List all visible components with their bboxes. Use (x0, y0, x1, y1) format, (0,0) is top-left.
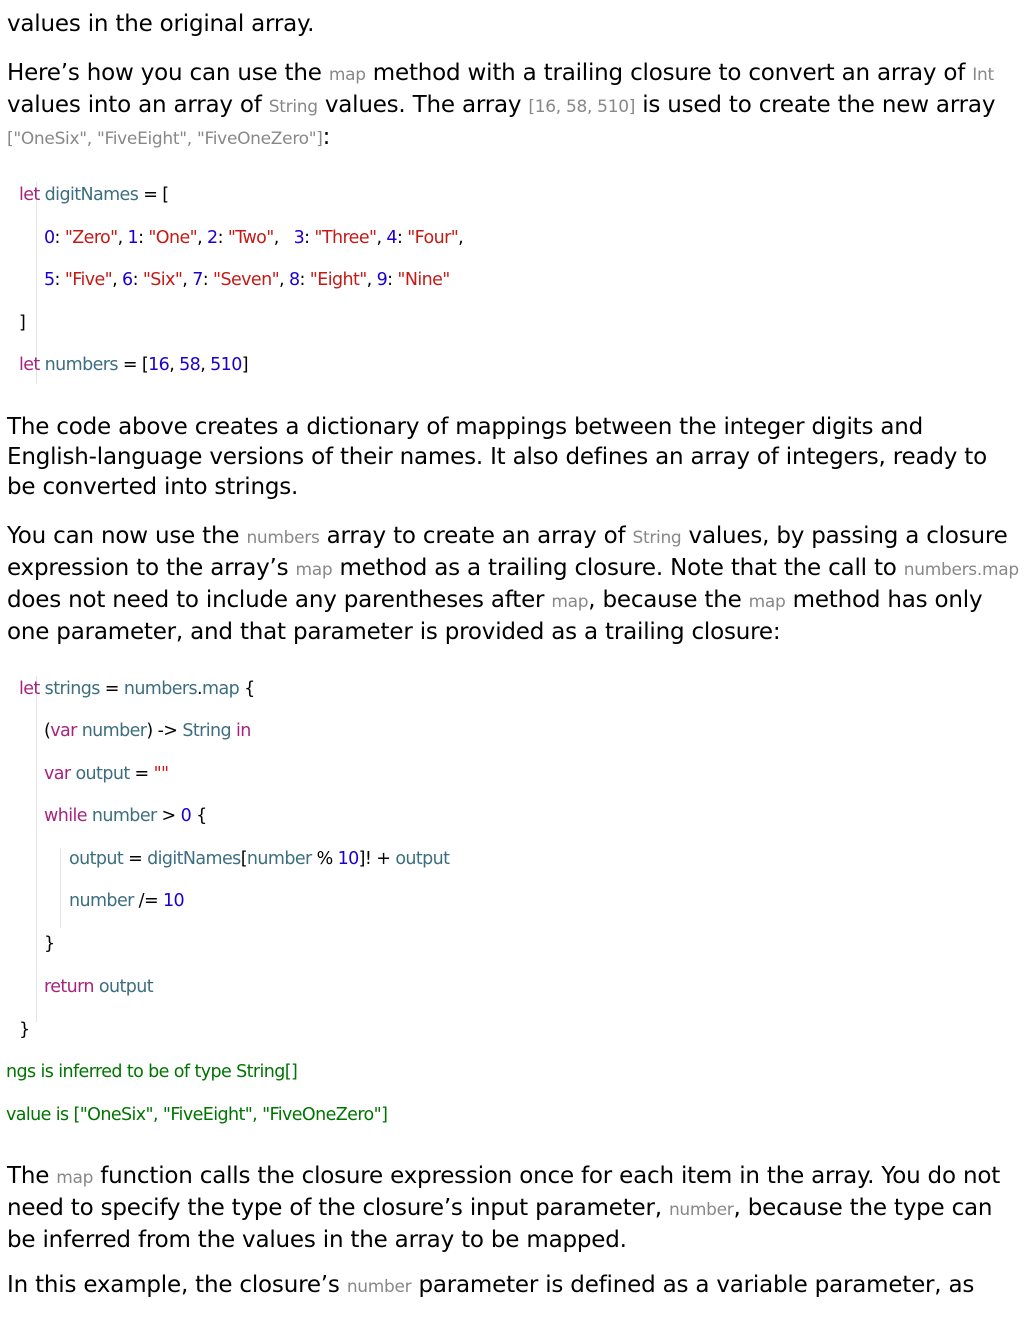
inline-code: numbers (246, 528, 320, 548)
inline-code: map (295, 560, 333, 580)
paragraph-map-explanation: The map function calls the closure expression once for each item in the array. You do not need to specify the type of the closure’s input parameter, number, because the type can be inferred from the values in the array to be mapped. (7, 1163, 1001, 1253)
code-line: } (44, 934, 55, 954)
inline-code: String (268, 97, 318, 117)
code-line: number /= 10 (69, 891, 185, 911)
code-line: let strings = numbers.map { (19, 679, 255, 699)
code-line: 0: "Zero", 1: "One", 2: "Two", 3: "Three", 4: "Four", (44, 228, 464, 248)
inline-code: number (346, 1277, 412, 1297)
indent-guide (36, 676, 37, 1022)
code-comment: value is ["OneSix", "FiveEight", "FiveOneZero"] (6, 1105, 388, 1125)
code-line: while number > 0 { (44, 806, 207, 826)
code-line: (var number) -> String in (44, 721, 251, 741)
code-line: 5: "Five", 6: "Six", 7: "Seven", 8: "Eight", 9: "Nine" (44, 270, 450, 290)
paragraph-variable-parameter: In this example, the closure’s number parameter is defined as a variable parameter, as (7, 1272, 975, 1298)
paragraph-dictionary-explanation: The code above creates a dictionary of mappings between the integer digits and English-language versions of their names. It also defines an array of integers, ready to be converted into strings. (7, 414, 987, 500)
code-line: } (19, 1020, 30, 1040)
paragraph-trailing-closure: You can now use the numbers array to create an array of String values, by passing a closure expression to the array’s map method as a trailing closure. Note that the call to numbers.map does not need to include any parentheses after map, because the map method has only one parameter, and that parameter is provided as a trailing closure: (7, 523, 1019, 645)
indent-guide (60, 848, 61, 928)
code-line: let digitNames = [ (19, 185, 169, 205)
inline-code: map (748, 592, 786, 612)
inline-code: Int (972, 65, 994, 85)
inline-code: String (632, 528, 682, 548)
inline-code: number (668, 1200, 734, 1220)
code-line: var output = "" (44, 764, 169, 784)
code-line: ] (19, 313, 26, 333)
code-line: output = digitNames[number % 10]! + output (69, 849, 450, 869)
inline-code: map (551, 592, 589, 612)
code-line: let numbers = [16, 58, 510] (19, 355, 248, 375)
inline-code: map (56, 1168, 94, 1188)
inline-code: ["OneSix", "FiveEight", "FiveOneZero"] (7, 129, 323, 149)
inline-code: numbers.map (903, 560, 1019, 580)
inline-code: map (328, 65, 366, 85)
inline-code: [16, 58, 510] (528, 97, 636, 117)
code-line: return output (44, 977, 154, 997)
code-comment: ngs is inferred to be of type String[] (6, 1062, 298, 1082)
paragraph-intro-end: values in the original array. (7, 11, 315, 37)
paragraph-map-intro: Here’s how you can use the map method with a trailing closure to convert an array of Int values into an array of String values. The array [16, 58, 510] is used to create the new array ["OneSix", "FiveEight", "FiveOneZero"]: (7, 60, 996, 150)
